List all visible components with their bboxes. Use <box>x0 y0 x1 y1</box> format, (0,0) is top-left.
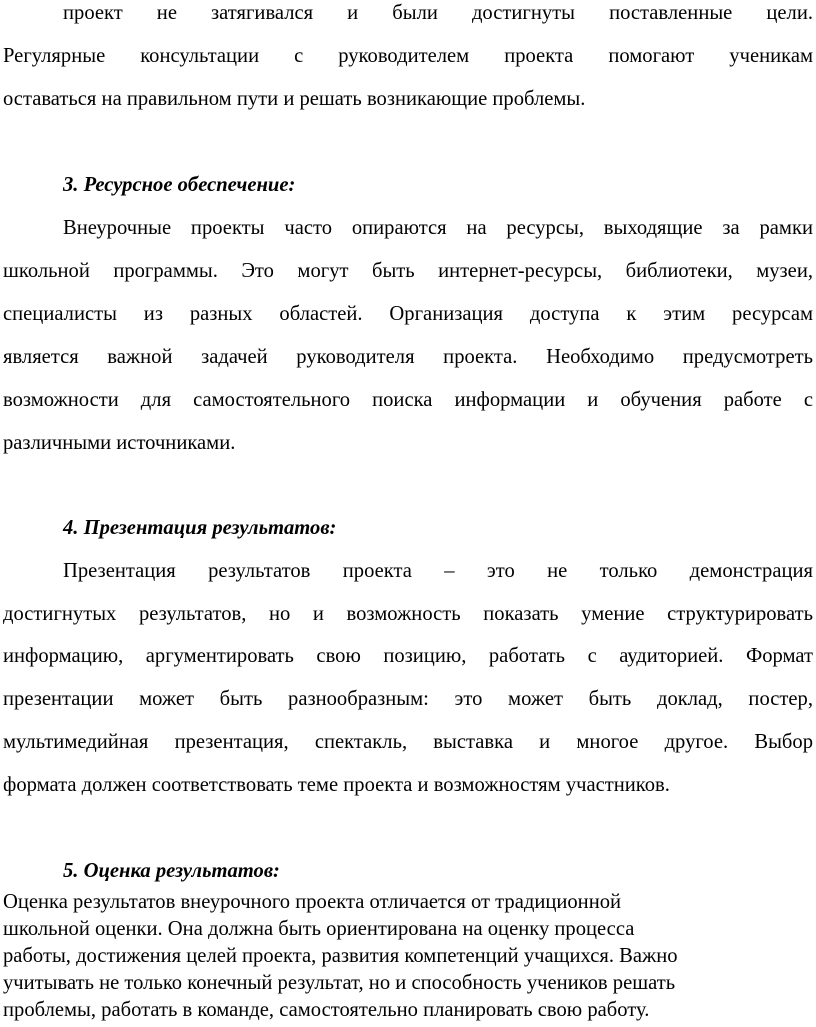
text-line: является важной задачей руководителя проекта. Необходимо предусмотреть <box>3 346 813 368</box>
text-line: школьной оценки. Она должна быть ориентирована на оценку процесса <box>3 918 635 940</box>
section-4-heading: 4. Презентация результатов: <box>63 517 337 539</box>
text-line: проект не затягивался и были достигнуты поставленные цели. <box>63 2 813 24</box>
text-line: Оценка результатов внеурочного проекта отличается от традиционной <box>3 891 622 913</box>
text-line: работы, достижения целей проекта, развития компетенций учащихся. Важно <box>3 945 678 967</box>
section-5-heading: 5. Оценка результатов: <box>63 860 280 882</box>
text-line: школьной программы. Это могут быть интернет-ресурсы, библиотеки, музеи, <box>3 260 813 282</box>
text-line: возможности для самостоятельного поиска информации и обучения работе с <box>3 389 813 411</box>
text-line: Регулярные консультации с руководителем проекта помогают ученикам <box>3 45 813 67</box>
text-line: Внеурочные проекты часто опираются на ресурсы, выходящие за рамки <box>63 217 813 239</box>
text-line: специалисты из разных областей. Организация доступа к этим ресурсам <box>3 303 813 325</box>
text-line: различными источниками. <box>3 432 236 454</box>
text-line: мультимедийная презентация, спектакль, выставка и многое другое. Выбор <box>3 731 813 753</box>
text-line: Презентация результатов проекта – это не только демонстрация <box>63 560 813 582</box>
text-line: информацию, аргументировать свою позицию, работать с аудиторией. Формат <box>3 645 813 667</box>
text-line: формата должен соответствовать теме проекта и возможностям участников. <box>3 774 670 796</box>
section-3-heading: 3. Ресурсное обеспечение: <box>63 174 296 196</box>
text-line: оставаться на правильном пути и решать возникающие проблемы. <box>3 88 586 110</box>
text-line: достигнутых результатов, но и возможность показать умение структурировать <box>3 603 813 625</box>
text-line: проблемы, работать в команде, самостоятельно планировать свою работу. <box>3 999 650 1021</box>
text-line: учитывать не только конечный результат, но и способность учеников решать <box>3 972 676 994</box>
text-line: презентации может быть разнообразным: это может быть доклад, постер, <box>3 688 813 710</box>
